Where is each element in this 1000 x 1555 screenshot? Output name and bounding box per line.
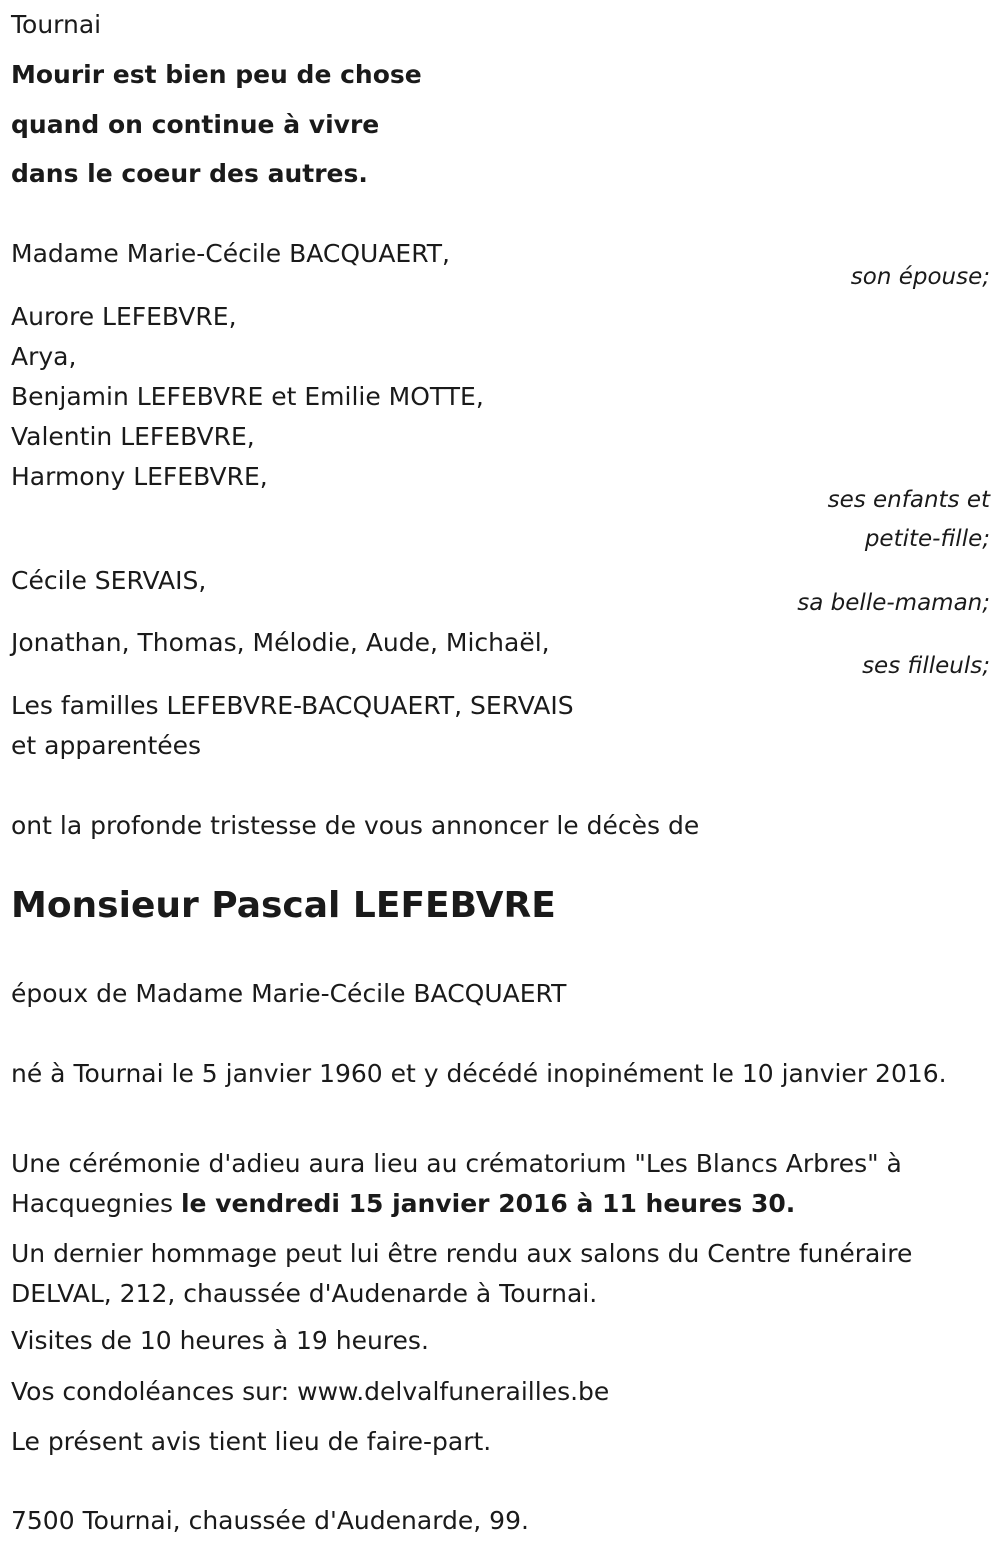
address: 7500 Tournai, chaussée d'Audenarde, 99.	[11, 1506, 529, 1535]
ceremony-text: Une cérémonie d'adieu aura lieu au crématorium "Les Blancs Arbres" à Hacquegnies	[11, 1149, 902, 1218]
condolences: Vos condoléances sur: www.delvalfunerailles.be	[11, 1377, 610, 1406]
ceremony	[11, 1144, 986, 1224]
ceremony-date: le vendredi 15 janvier 2016 à 11 heures 30.	[180, 1189, 796, 1218]
mother-in-law-name: Cécile SERVAIS,	[11, 566, 207, 595]
godchildren-role: ses filleuls;	[862, 653, 990, 679]
deceased-name: Monsieur Pascal LEFEBVRE	[11, 885, 556, 926]
families-line-1: Les familles LEFEBVRE-BACQUAERT, SERVAIS	[11, 691, 574, 720]
visits: Visites de 10 heures à 19 heures.	[11, 1326, 429, 1355]
child-3: Benjamin LEFEBVRE et Emilie MOTTE,	[11, 382, 484, 411]
spouse-name: Madame Marie-Cécile BACQUAERT,	[11, 239, 450, 268]
children-role-2: petite-fille;	[864, 526, 990, 552]
child-5: Harmony LEFEBVRE,	[11, 462, 268, 491]
quote-line-3: dans le coeur des autres.	[11, 159, 368, 188]
notice: Le présent avis tient lieu de faire-part.	[11, 1427, 492, 1456]
child-1: Aurore LEFEBVRE,	[11, 302, 237, 331]
mother-in-law-role: sa belle-maman;	[797, 590, 990, 616]
announcement: ont la profonde tristesse de vous annoncer le décès de	[11, 811, 700, 840]
families-line-2: et apparentées	[11, 731, 202, 760]
place: Tournai	[11, 10, 102, 39]
godchildren-names: Jonathan, Thomas, Mélodie, Aude, Michaël,	[11, 628, 550, 657]
spouse-of: époux de Madame Marie-Cécile BACQUAERT	[11, 979, 567, 1008]
quote-line-1: Mourir est bien peu de chose	[11, 60, 422, 89]
spouse-role: son épouse;	[850, 264, 990, 290]
quote-line-2: quand on continue à vivre	[11, 110, 380, 139]
child-2: Arya,	[11, 342, 77, 371]
homage: Un dernier hommage peut lui être rendu aux salons du Centre funéraire DELVAL, 212, chaussée d'Audenarde à Tournai.	[11, 1239, 913, 1308]
birth-death: né à Tournai le 5 janvier 1960 et y décédé inopinément le 10 janvier 2016.	[11, 1059, 947, 1088]
child-4: Valentin LEFEBVRE,	[11, 422, 255, 451]
children-role-1: ses enfants et	[827, 487, 990, 513]
